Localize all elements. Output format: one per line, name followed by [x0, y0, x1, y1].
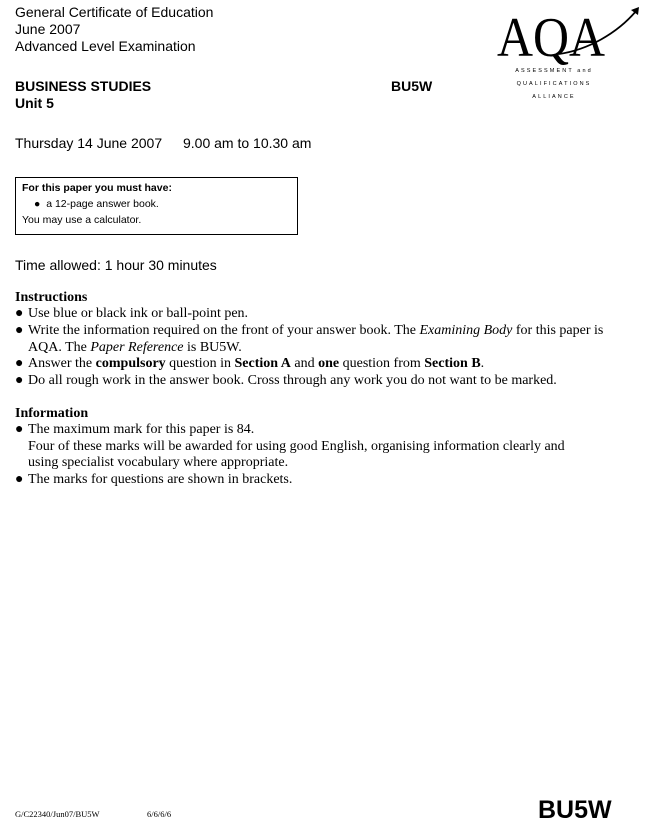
- exam-time: 9.00 am to 10.30 am: [183, 135, 312, 151]
- bullet-icon: ●: [34, 198, 41, 210]
- logo-subtitle-3: ALLIANCE: [532, 94, 576, 100]
- bullet-icon: ●: [15, 323, 24, 338]
- instruction-item: [15, 323, 635, 356]
- paper-code: BU5W: [391, 78, 433, 94]
- qualification-title: General Certificate of Education: [15, 4, 214, 20]
- information-text: Four of these marks will be awarded for using good English, organising information clearly and using specialist vocabulary where appropriate.: [28, 438, 565, 470]
- instruction-text: Use blue or black ink or ball-point pen.: [28, 306, 249, 321]
- instruction-item: [15, 373, 635, 390]
- logo-subtitle-1: ASSESSMENT and: [515, 68, 593, 74]
- instruction-text: Write the information required on the front of your answer book. The Examining Body for this paper is AQA. The Paper Reference is BU5W.: [28, 323, 604, 355]
- materials-notice-box: [15, 177, 298, 235]
- information-text: The marks for questions are shown in brackets.: [28, 472, 293, 487]
- bullet-icon: ●: [15, 472, 24, 487]
- bullet-icon: ●: [15, 422, 24, 437]
- time-allowed: Time allowed: 1 hour 30 minutes: [15, 257, 217, 273]
- exam-date: Thursday 14 June 2007: [15, 135, 163, 151]
- unit-label: Unit 5: [15, 95, 54, 111]
- information-text: The maximum mark for this paper is 84.: [28, 422, 255, 437]
- bullet-icon: ●: [15, 373, 24, 388]
- bullet-icon: ●: [15, 306, 24, 321]
- exam-level: Advanced Level Examination: [15, 38, 196, 54]
- logo-subtitle-2: QUALIFICATIONS: [516, 81, 592, 87]
- notice-heading: For this paper you must have:: [22, 182, 172, 194]
- notice-item-text: a 12-page answer book.: [46, 198, 159, 210]
- footer-paper-code: BU5W: [538, 796, 612, 824]
- information-item: [15, 422, 635, 472]
- subject-title: BUSINESS STUDIES: [15, 78, 152, 94]
- notice-bullet-item: [34, 197, 159, 212]
- instruction-text: Answer the compulsory question in Section A and one question from Section B.: [28, 356, 485, 371]
- information-title: Information: [15, 406, 89, 421]
- information-item: [15, 472, 635, 489]
- aqa-logo-text: AQA: [497, 7, 606, 69]
- footer-code: 6/6/6/6: [147, 809, 172, 819]
- footer-reference: G/C22340/Jun07/BU5W: [15, 809, 100, 819]
- aqa-logo-icon: [497, 4, 645, 104]
- instructions-title: Instructions: [15, 290, 88, 305]
- instruction-text: Do all rough work in the answer book. Cross through any work you do not want to be marked.: [28, 373, 557, 388]
- bullet-icon: ●: [15, 356, 24, 371]
- notice-calculator: You may use a calculator.: [22, 214, 142, 226]
- exam-session: June 2007: [15, 21, 81, 37]
- instruction-item: [15, 306, 635, 323]
- instruction-item: [15, 356, 635, 373]
